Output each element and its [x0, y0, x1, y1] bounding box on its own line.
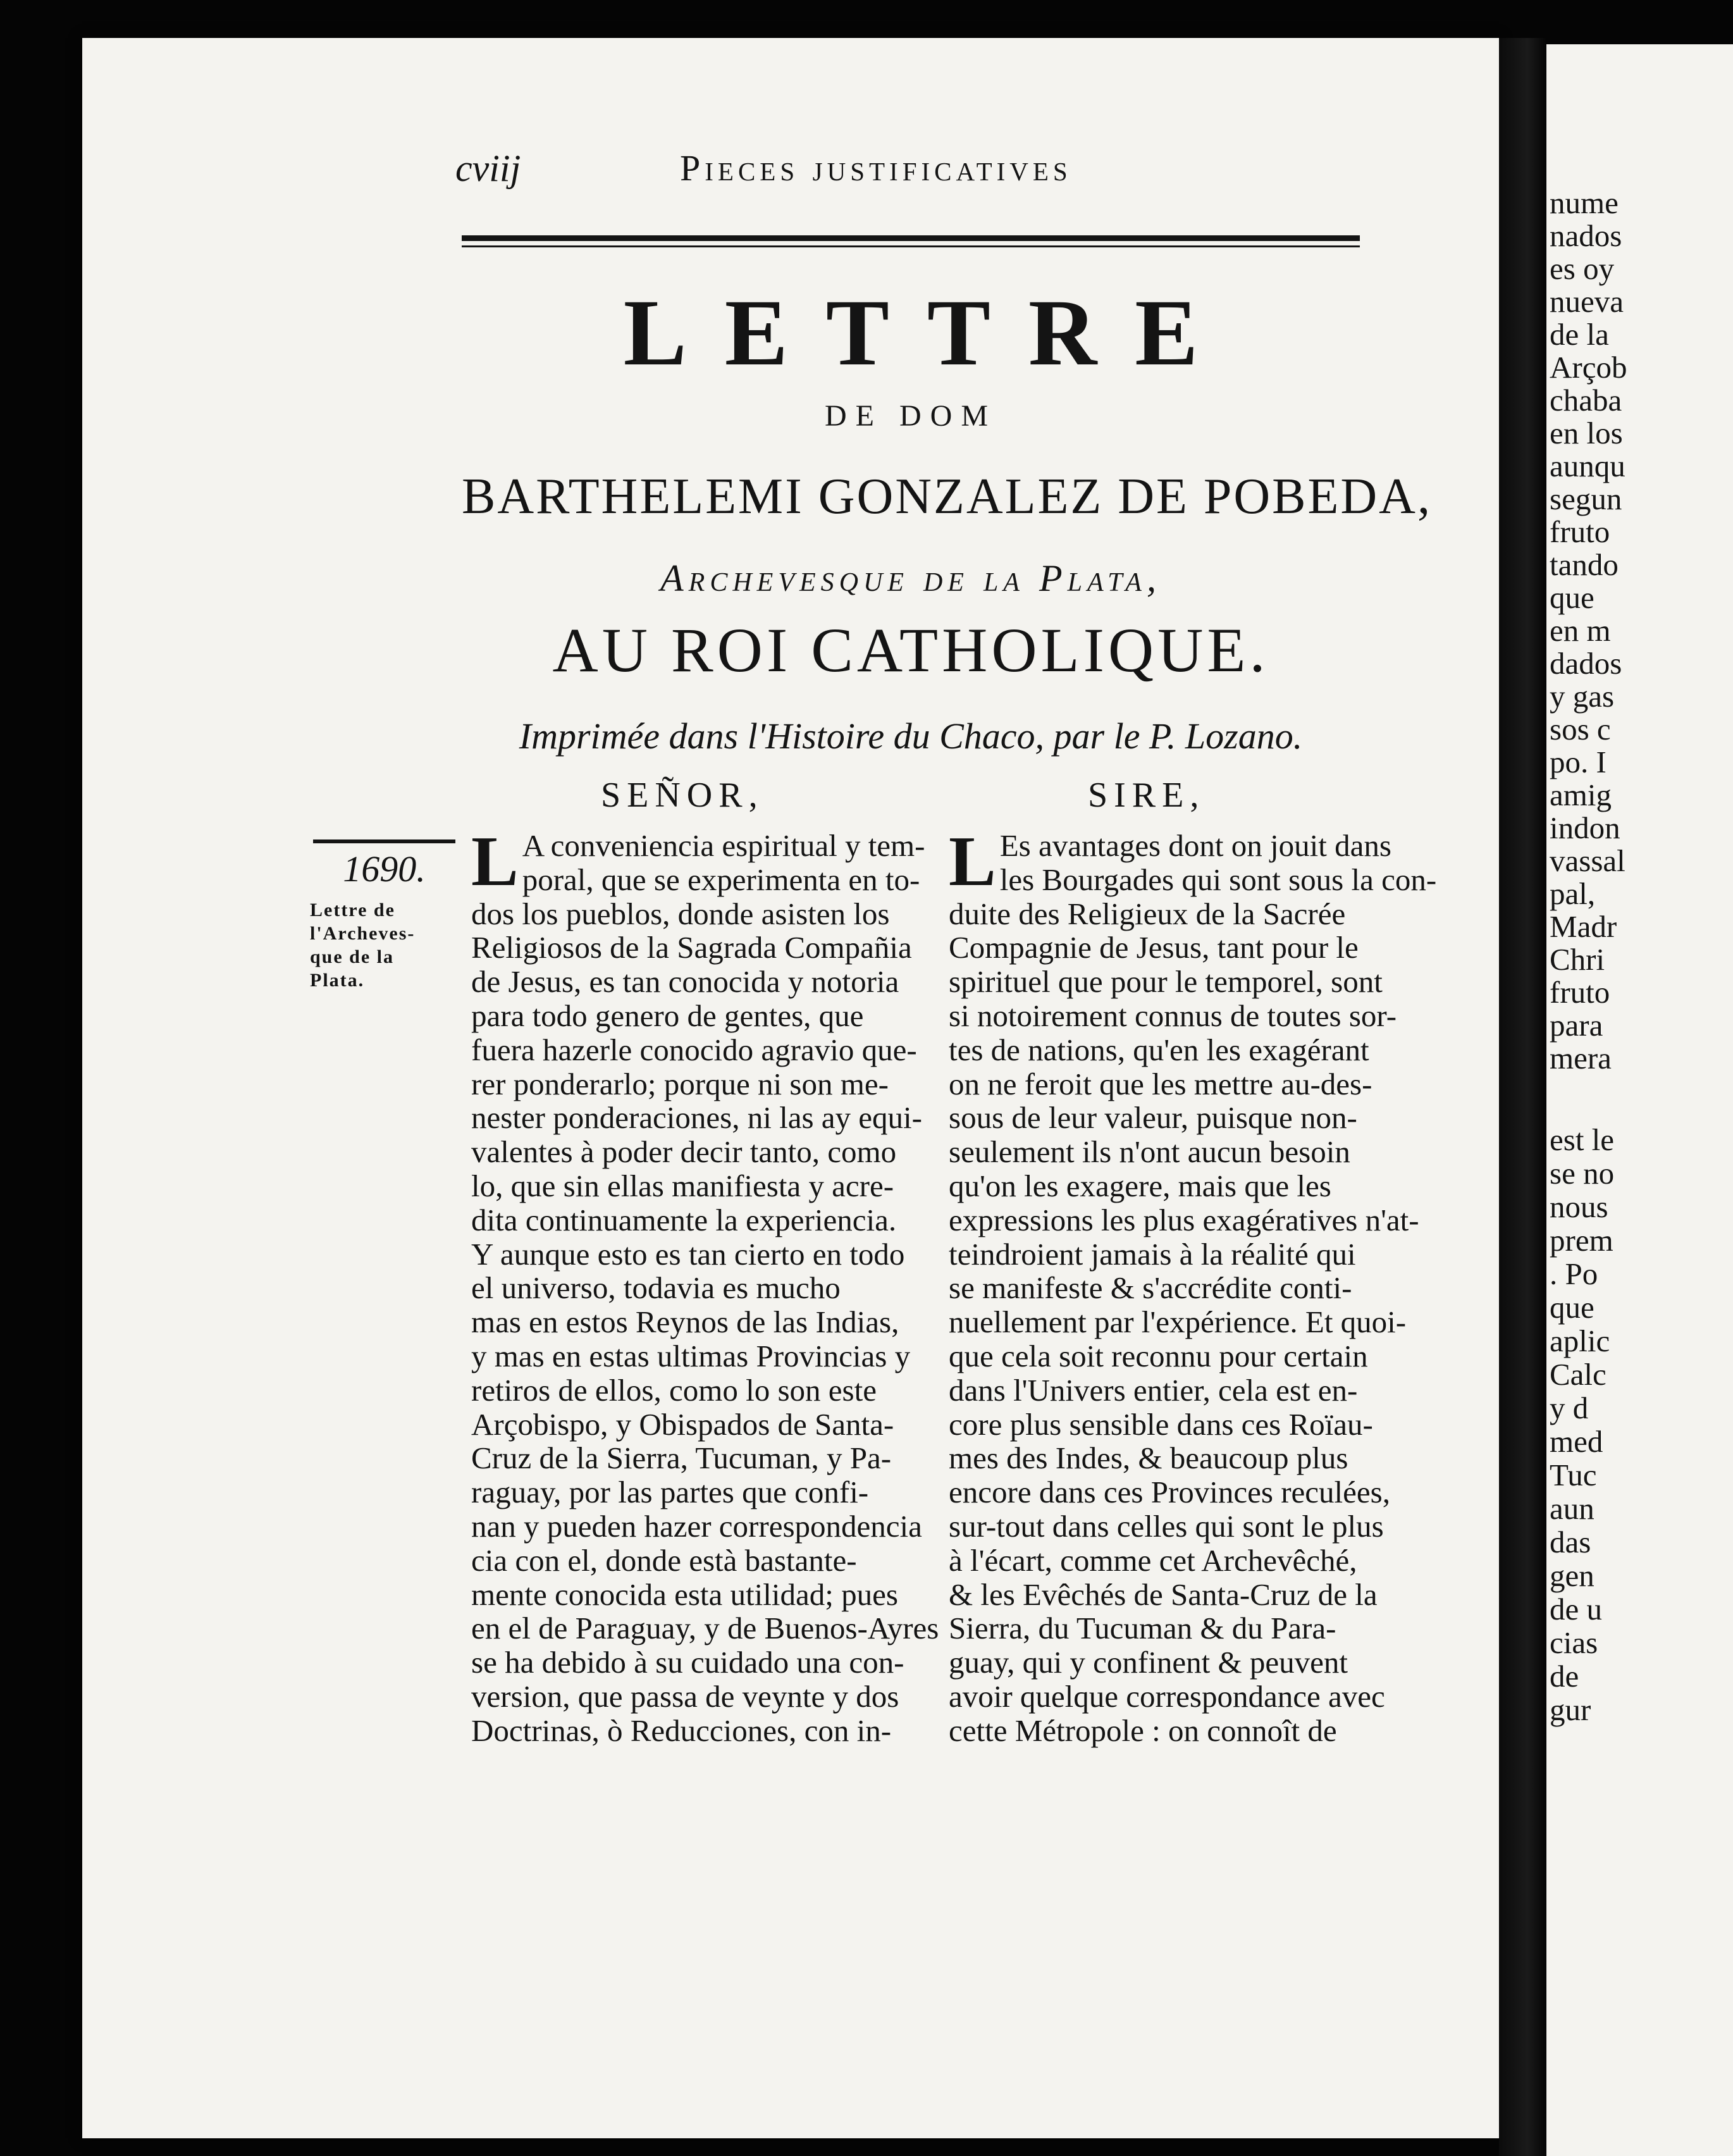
- spanish-text-line: lo, que sin ellas manifiesta y acre-: [471, 1168, 894, 1203]
- spanish-text-line: mas en estos Reynos de las Indias,: [471, 1304, 899, 1340]
- right-page-text-line: es oy: [1550, 251, 1615, 286]
- spanish-text-line: valentes à poder decir tanto, como: [471, 1134, 897, 1170]
- french-text-line: core plus sensible dans ces Roïau-: [949, 1406, 1373, 1442]
- right-page-text-line: en los: [1550, 416, 1623, 450]
- right-page-text-line: dados: [1550, 646, 1622, 681]
- right-page-text-line: fruto: [1550, 975, 1610, 1010]
- french-text-line: guay, qui y confinent & peuvent: [949, 1645, 1348, 1680]
- french-column: [949, 822, 1437, 1748]
- right-page-text-line: Tuc: [1550, 1458, 1597, 1492]
- margin-note-line: Lettre de: [310, 900, 395, 920]
- salutation-spanish: SEÑOR,: [601, 776, 764, 815]
- french-text-line: se manifeste & s'accrédite conti-: [949, 1270, 1352, 1306]
- french-text-line: à l'écart, comme cet Archevêché,: [949, 1542, 1357, 1578]
- french-dropcap: L: [949, 822, 996, 901]
- french-text-line: les Bourgades qui sont sous la con-: [999, 862, 1437, 897]
- french-text-line: mes des Indes, & beaucoup plus: [949, 1440, 1348, 1476]
- right-page-text-line: pal,: [1550, 876, 1596, 911]
- french-text-line: duite des Religieux de la Sacrée: [949, 896, 1346, 931]
- salutation-french: SIRE,: [1088, 776, 1206, 815]
- margin-note-line: l'Archeves-: [310, 923, 416, 944]
- french-text-line: encore dans ces Provinces reculées,: [949, 1475, 1390, 1510]
- spanish-text-line: Arçobispo, y Obispados de Santa-: [471, 1406, 894, 1442]
- french-text-line: on ne feroit que les mettre au-des-: [949, 1066, 1372, 1101]
- right-page-text-line: aunqu: [1550, 449, 1625, 483]
- spanish-text-line: Cruz de la Sierra, Tucuman, y Pa-: [471, 1440, 892, 1476]
- right-page-text-line: vassal: [1550, 843, 1625, 878]
- spanish-text-line: se ha debido à su cuidado una con-: [471, 1645, 904, 1680]
- right-page-text-line: en m: [1550, 613, 1611, 648]
- french-text-line: dans l'Univers entier, cela est en-: [949, 1372, 1358, 1408]
- margin-rule: [313, 839, 455, 843]
- spanish-text-line: cia con el, donde està bastante-: [471, 1542, 857, 1578]
- right-page-text-line: prem: [1550, 1223, 1613, 1258]
- french-text-line: qu'on les exagere, mais que les: [949, 1168, 1331, 1203]
- margin-note-line: que de la: [310, 946, 395, 967]
- right-page-upper-text: [1550, 187, 1627, 1075]
- spanish-text-line: en el de Paraguay, y de Buenos-Ayres: [471, 1611, 939, 1646]
- spanish-dropcap: L: [471, 822, 519, 901]
- author-role: Archevesque de la Plata,: [660, 557, 1161, 599]
- spanish-text-line: nester ponderaciones, ni las ay equi-: [471, 1100, 922, 1136]
- right-page-text-line: med: [1550, 1424, 1603, 1459]
- right-page-text-line: das: [1550, 1525, 1591, 1559]
- margin-year: 1690.: [343, 848, 426, 889]
- right-page-text-line: cias: [1550, 1625, 1598, 1660]
- addressee: AU ROI CATHOLIQUE.: [552, 615, 1269, 685]
- french-text-line: cette Métropole : on connoît de: [949, 1713, 1337, 1748]
- author-name: BARTHELEMI GONZALEZ DE POBEDA,: [462, 469, 1432, 524]
- page-number: cviij: [455, 147, 521, 189]
- right-page-text-line: po. I: [1550, 745, 1607, 779]
- right-page-text-line: aplic: [1550, 1323, 1610, 1358]
- spanish-text-line: version, que passa de veynte y dos: [471, 1678, 899, 1714]
- spanish-text-line: Y aunque esto es tan cierto en todo: [471, 1236, 905, 1272]
- right-page-text-line: fruto: [1550, 514, 1610, 549]
- spanish-text-line: y mas en estas ultimas Provincias y: [471, 1338, 911, 1373]
- margin-note: [310, 898, 459, 992]
- spanish-text-line: raguay, por las partes que confi-: [471, 1475, 869, 1510]
- french-text-line: Compagnie de Jesus, tant pour le: [949, 930, 1359, 965]
- right-page-lower-text: [1550, 1123, 1614, 1726]
- running-head: Pieces justificatives: [680, 147, 1072, 189]
- title-de-dom: DE DOM: [825, 399, 997, 433]
- right-page-text-line: tando: [1550, 547, 1619, 582]
- french-text-line: Es avantages dont on jouit dans: [999, 828, 1391, 863]
- right-page-text-line: de: [1550, 1659, 1579, 1694]
- right-page-text-line: que: [1550, 580, 1594, 615]
- french-text-line: que cela soit reconnu pour certain: [949, 1338, 1368, 1373]
- book-gutter: [1499, 38, 1546, 2156]
- spanish-text-line: nan y pueden hazer correspondencia: [471, 1508, 922, 1544]
- right-page-text-line: sos c: [1550, 712, 1611, 747]
- right-page-text-line: y gas: [1550, 679, 1615, 714]
- right-page-text-line: nados: [1550, 218, 1622, 253]
- right-page-text-line: amig: [1550, 778, 1612, 812]
- spanish-text-line: Doctrinas, ò Reducciones, con in-: [471, 1713, 892, 1748]
- right-page-text-line: nume: [1550, 185, 1619, 220]
- spanish-text-line: fuera hazerle conocido agravio que-: [471, 1032, 917, 1067]
- header-rule-thin: [462, 245, 1360, 247]
- spanish-text-line: Religiosos de la Sagrada Compañia: [471, 930, 912, 965]
- right-page-text-line: para: [1550, 1008, 1603, 1043]
- spanish-text-line: el universo, todavia es mucho: [471, 1270, 841, 1306]
- spanish-text-line: retiros de ellos, como lo son este: [471, 1372, 877, 1408]
- french-text-line: Sierra, du Tucuman & du Para-: [949, 1611, 1336, 1646]
- spanish-text-line: poral, que se experimenta en to-: [522, 862, 920, 897]
- spanish-text-line: rer ponderarlo; porque ni son me-: [471, 1066, 889, 1101]
- right-page-text-line: de u: [1550, 1592, 1602, 1626]
- imprint-note: Imprimée dans l'Histoire du Chaco, par le P. Lozano.: [519, 716, 1303, 757]
- right-page-text-line: mera: [1550, 1041, 1612, 1075]
- french-text-line: expressions les plus exagératives n'at-: [949, 1202, 1419, 1237]
- margin-note-line: Plata.: [310, 970, 365, 991]
- right-page-text-line: est le: [1550, 1122, 1615, 1157]
- french-text-line: avoir quelque correspondance avec: [949, 1678, 1385, 1714]
- right-page-text-line: segun: [1550, 481, 1622, 516]
- spanish-column: [471, 822, 939, 1748]
- right-page-text-line: nueva: [1550, 284, 1624, 319]
- right-page-text-line: que: [1550, 1290, 1594, 1325]
- french-text-line: tes de nations, qu'en les exagérant: [949, 1032, 1369, 1067]
- spanish-text-line: para todo genero de gentes, que: [471, 998, 864, 1033]
- letter-title: LETTRE: [623, 280, 1237, 385]
- right-page-text-line: se no: [1550, 1156, 1615, 1191]
- right-page-text-line: Chri: [1550, 942, 1605, 977]
- spanish-text-line: dita continuamente la experiencia.: [471, 1202, 897, 1237]
- spanish-text-line: A conveniencia espiritual y tem-: [522, 828, 925, 863]
- french-text-line: si notoirement connus de toutes sor-: [949, 998, 1397, 1033]
- right-page-text-line: Calc: [1550, 1357, 1607, 1392]
- right-page-text-line: de la: [1550, 317, 1609, 352]
- french-text-line: sous de leur valeur, puisque non-: [949, 1100, 1357, 1136]
- spanish-text-line: dos los pueblos, donde asisten los: [471, 896, 890, 931]
- right-page-text-line: nous: [1550, 1189, 1608, 1224]
- right-page-text-line: Madr: [1550, 909, 1617, 944]
- right-page-text-line: gur: [1550, 1692, 1591, 1727]
- french-text-line: & les Evêchés de Santa-Cruz de la: [949, 1577, 1378, 1612]
- header-rule: [462, 235, 1360, 241]
- right-page-text-line: chaba: [1550, 383, 1622, 418]
- right-page-text-line: aun: [1550, 1491, 1594, 1526]
- spanish-text-line: de Jesus, es tan conocida y notoria: [471, 964, 899, 1000]
- french-text-line: seulement ils n'ont aucun besoin: [949, 1134, 1350, 1170]
- french-text-line: sur-tout dans celles qui sont le plus: [949, 1508, 1384, 1544]
- french-text-line: spirituel que pour le temporel, sont: [949, 964, 1383, 1000]
- right-page-text-line: y d: [1550, 1391, 1589, 1425]
- french-text-line: teindroient jamais à la réalité qui: [949, 1236, 1356, 1272]
- spanish-text-line: mente conocida esta utilidad; pues: [471, 1577, 898, 1612]
- right-page-text-line: indon: [1550, 810, 1620, 845]
- right-page-text-line: . Po: [1550, 1256, 1598, 1291]
- right-page-text-line: Arçob: [1550, 350, 1627, 385]
- right-page-text-line: gen: [1550, 1558, 1594, 1593]
- french-text-line: nuellement par l'expérience. Et quoi-: [949, 1304, 1407, 1340]
